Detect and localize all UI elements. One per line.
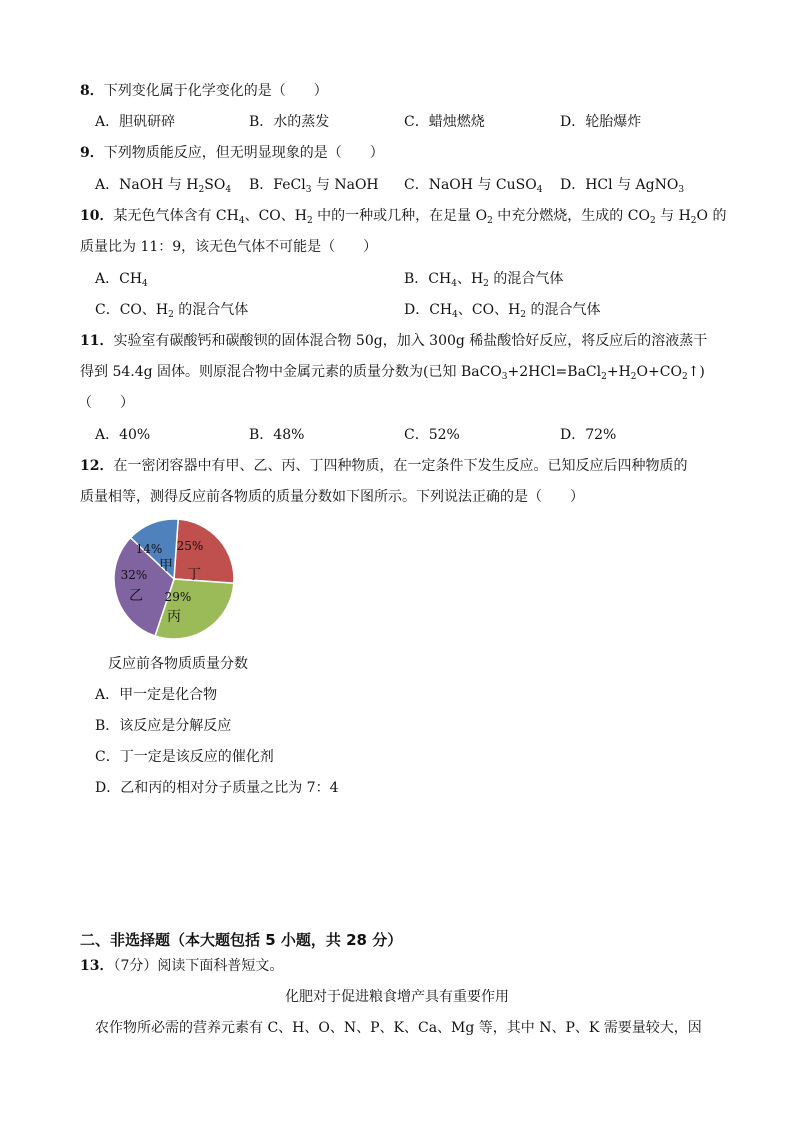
pie-name-label-4: 甲 <box>159 558 173 574</box>
q9-number: 9． <box>80 145 104 161</box>
q8-stem-text: 下列变化属于化学变化的是（ ） <box>103 83 328 99</box>
q11-stem-line1: 11．实验室有碳酸钙和碳酸钡的固体混合物 50g，加入 300g 稀盐酸恰好反应，将反应后的溶液蒸干 <box>80 333 708 349</box>
q10-option-d: D．$CH_4$、CO、$H_2$ 的混合气体 <box>404 302 601 320</box>
pie-chart <box>100 512 260 647</box>
q10-number: 10． <box>80 208 114 224</box>
q10-option-c: C．CO、$H_2$ 的混合气体 <box>95 302 249 320</box>
q11-answer-bracket: （ ） <box>78 395 134 411</box>
q9-stem <box>80 143 384 163</box>
q8-option-a: A．胆矾研碎 <box>95 114 176 130</box>
q11-option-b: B．48% <box>249 427 305 443</box>
q8-stem <box>80 81 328 101</box>
q12-option-b: B．该反应是分解反应 <box>95 718 232 734</box>
chart-title: 反应前各物质质量分数 <box>108 656 248 672</box>
q13-number: 13． <box>80 958 114 974</box>
q11-option-a: A．40% <box>95 427 151 443</box>
section-heading: 二、非选择题（本大题包括 5 小题，共 28 分） <box>80 931 403 949</box>
q10-stem-line1: 10．某无色气体含有 $CH_4$、CO、$H_2$ 中的一种或几种，在足量 $O_2$ 中充分燃烧，生成的 $CO_2$ 与 $H_2O$ 的 <box>80 208 727 226</box>
q9-option-b: B．FeCl$_3$ 与 NaOH <box>249 177 379 195</box>
q11-number: 11． <box>80 333 114 349</box>
article-title: 化肥对于促进粮食增产具有重要作用 <box>285 989 509 1005</box>
pie-percent-label-3: 32% <box>120 568 148 582</box>
q8-option-b: B．水的蒸发 <box>249 114 330 130</box>
article-paragraph: 农作物所必需的营养元素有 C、H、O、N、P、K、Ca、Mg 等，其中 N、P、K 需要量较大，因 <box>95 1020 702 1036</box>
q9-option-d: D．HCl 与 AgNO$_3$ <box>560 177 685 195</box>
q9-option-c: C．NaOH 与 CuSO$_4$ <box>404 177 543 195</box>
q12-stem-line1: 12．在一密闭容器中有甲、乙、丙、丁四种物质，在一定条件下发生反应。已知反应后四种物质的 <box>80 458 688 474</box>
q12-option-c: C．丁一定是该反应的催化剂 <box>95 749 274 765</box>
pie-percent-label-1: 25% <box>176 539 204 553</box>
q10-stem-line2: 质量比为 11：9，该无色气体不可能是（ ） <box>80 239 378 255</box>
q10-option-b: B．$CH_4$、$H_2$ 的混合气体 <box>404 271 564 289</box>
q11-option-d: D．72% <box>560 427 617 443</box>
q9-stem-text: 下列物质能反应，但无明显现象的是（ ） <box>103 145 384 161</box>
q8-option-c: C．蜡烛燃烧 <box>404 114 485 130</box>
q12-option-a: A．甲一定是化合物 <box>95 687 218 703</box>
q13-stem: 13．（7分）阅读下面科普短文。 <box>80 958 284 974</box>
q12-option-d: D．乙和丙的相对分子质量之比为 7：4 <box>95 780 339 796</box>
q10-option-a: A．$CH_4$ <box>95 271 148 289</box>
pie-name-label-1: 丁 <box>187 567 201 583</box>
q11-stem-line2: 得到 54.4g 固体。则原混合物中金属元素的质量分数为(已知 $BaCO_3+2HCl=BaCl_2+H_2O+CO_2↑$) <box>80 364 705 382</box>
q11-option-c: C．52% <box>404 427 460 443</box>
q9-option-a: A．NaOH 与 $H_2SO_4$ <box>95 177 232 195</box>
pie-name-label-2: 丙 <box>167 609 181 625</box>
pie-name-label-3: 乙 <box>129 588 143 604</box>
pie-percent-label-2: 29% <box>164 590 192 604</box>
pie-percent-label-4: 14% <box>135 542 163 556</box>
q8-option-d: D．轮胎爆炸 <box>560 114 642 130</box>
q12-number: 12． <box>80 458 114 474</box>
q8-number: 8． <box>80 83 104 99</box>
q12-stem-line2: 质量相等，测得反应前各物质的质量分数如下图所示。下列说法正确的是（ ） <box>80 489 584 505</box>
